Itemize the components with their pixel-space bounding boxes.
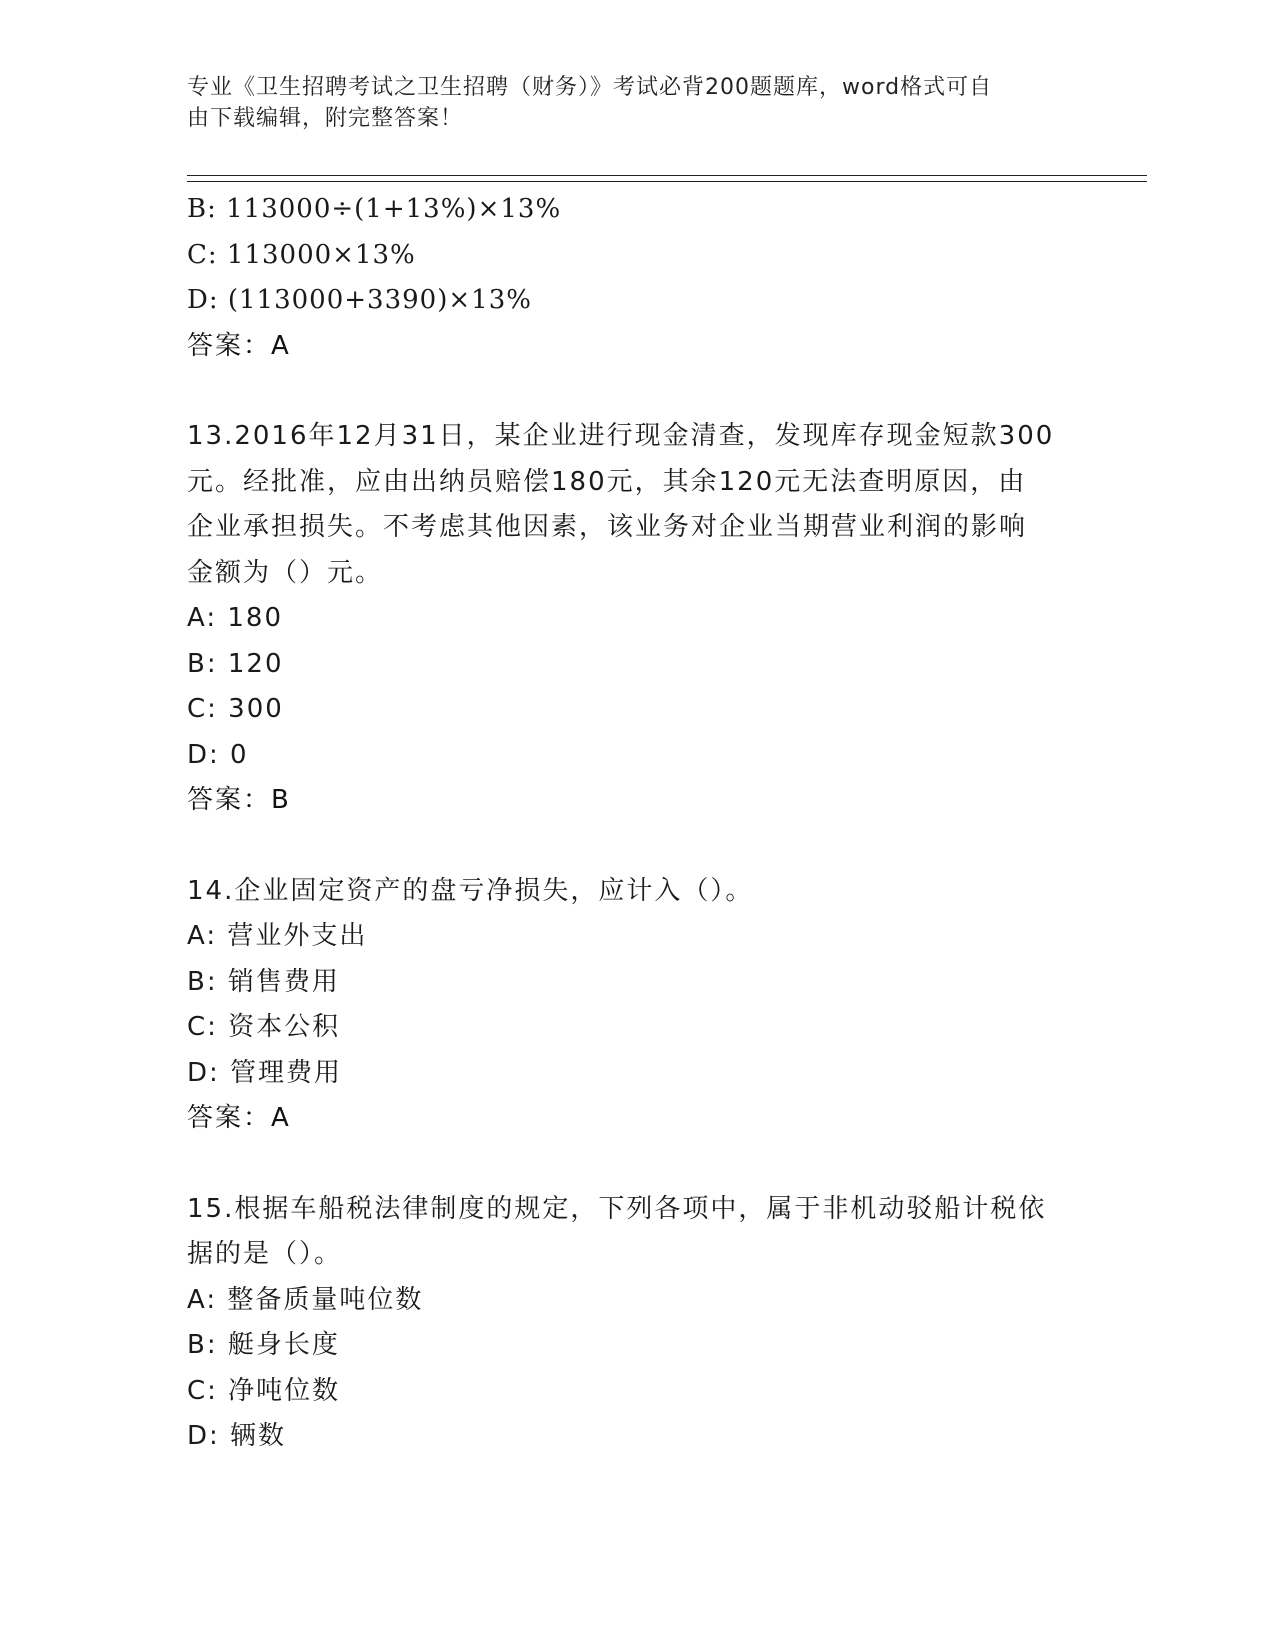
header-divider-bottom: [187, 181, 1147, 182]
question-stem-line: 13.2016年12月31日，某企业进行现金清查，发现库存现金短款300: [187, 421, 1055, 451]
option-d: D: 辆数: [187, 1421, 287, 1451]
option-b: B: 艇身长度: [187, 1330, 340, 1360]
option-a: A: 营业外支出: [187, 921, 368, 951]
answer: 答案：B: [187, 785, 291, 815]
question-stem-line: 据的是（）。: [187, 1239, 343, 1269]
option-d: D: (113000+3390)×13%: [187, 285, 532, 315]
option-c: C: 资本公积: [187, 1012, 341, 1042]
option-d: D: 管理费用: [187, 1057, 343, 1088]
option-a: A: 180: [187, 603, 283, 633]
header-divider-top: [187, 175, 1147, 176]
question-14: [187, 869, 1087, 1142]
option-c: C: 300: [187, 694, 284, 724]
answer: 答案：A: [187, 330, 291, 361]
question-stem-line: 金额为（）元。: [187, 557, 384, 588]
question-stem-line: 14.企业固定资产的盘亏净损失，应计入（）。: [187, 875, 754, 906]
question-15: [187, 1187, 1087, 1460]
document-header: [187, 72, 1067, 134]
question-stem-line: 15.根据车船税法律制度的规定，下列各项中，属于非机动驳船计税依: [187, 1193, 1047, 1224]
question-12-tail: [187, 187, 1087, 369]
header-title-line-2: 由下载编辑，附完整答案！: [187, 106, 464, 131]
question-stem-line: 企业承担损失。不考虑其他因素，该业务对企业当期营业利润的影响: [187, 512, 1028, 542]
spacer: [187, 824, 1087, 869]
spacer: [187, 369, 1087, 414]
option-b: B: 113000÷(1+13%)×13%: [187, 194, 562, 224]
option-c: C: 净吨位数: [187, 1375, 341, 1406]
answer: 答案：A: [187, 1103, 291, 1133]
question-13: [187, 414, 1087, 824]
document-body: [187, 187, 1087, 1460]
question-stem-line: 元。经批准，应由出纳员赔偿180元，其余120元无法查明原因，由: [187, 466, 1027, 497]
option-d: D: 0: [187, 739, 249, 770]
spacer: [187, 1142, 1087, 1187]
option-a: A: 整备质量吨位数: [187, 1284, 424, 1315]
option-c: C: 113000×13%: [187, 239, 416, 270]
option-b: B: 120: [187, 648, 284, 679]
header-title-line-1: 专业《卫生招聘考试之卫生招聘（财务）》考试必背200题题库，word格式可自: [187, 75, 993, 100]
option-b: B: 销售费用: [187, 966, 340, 997]
